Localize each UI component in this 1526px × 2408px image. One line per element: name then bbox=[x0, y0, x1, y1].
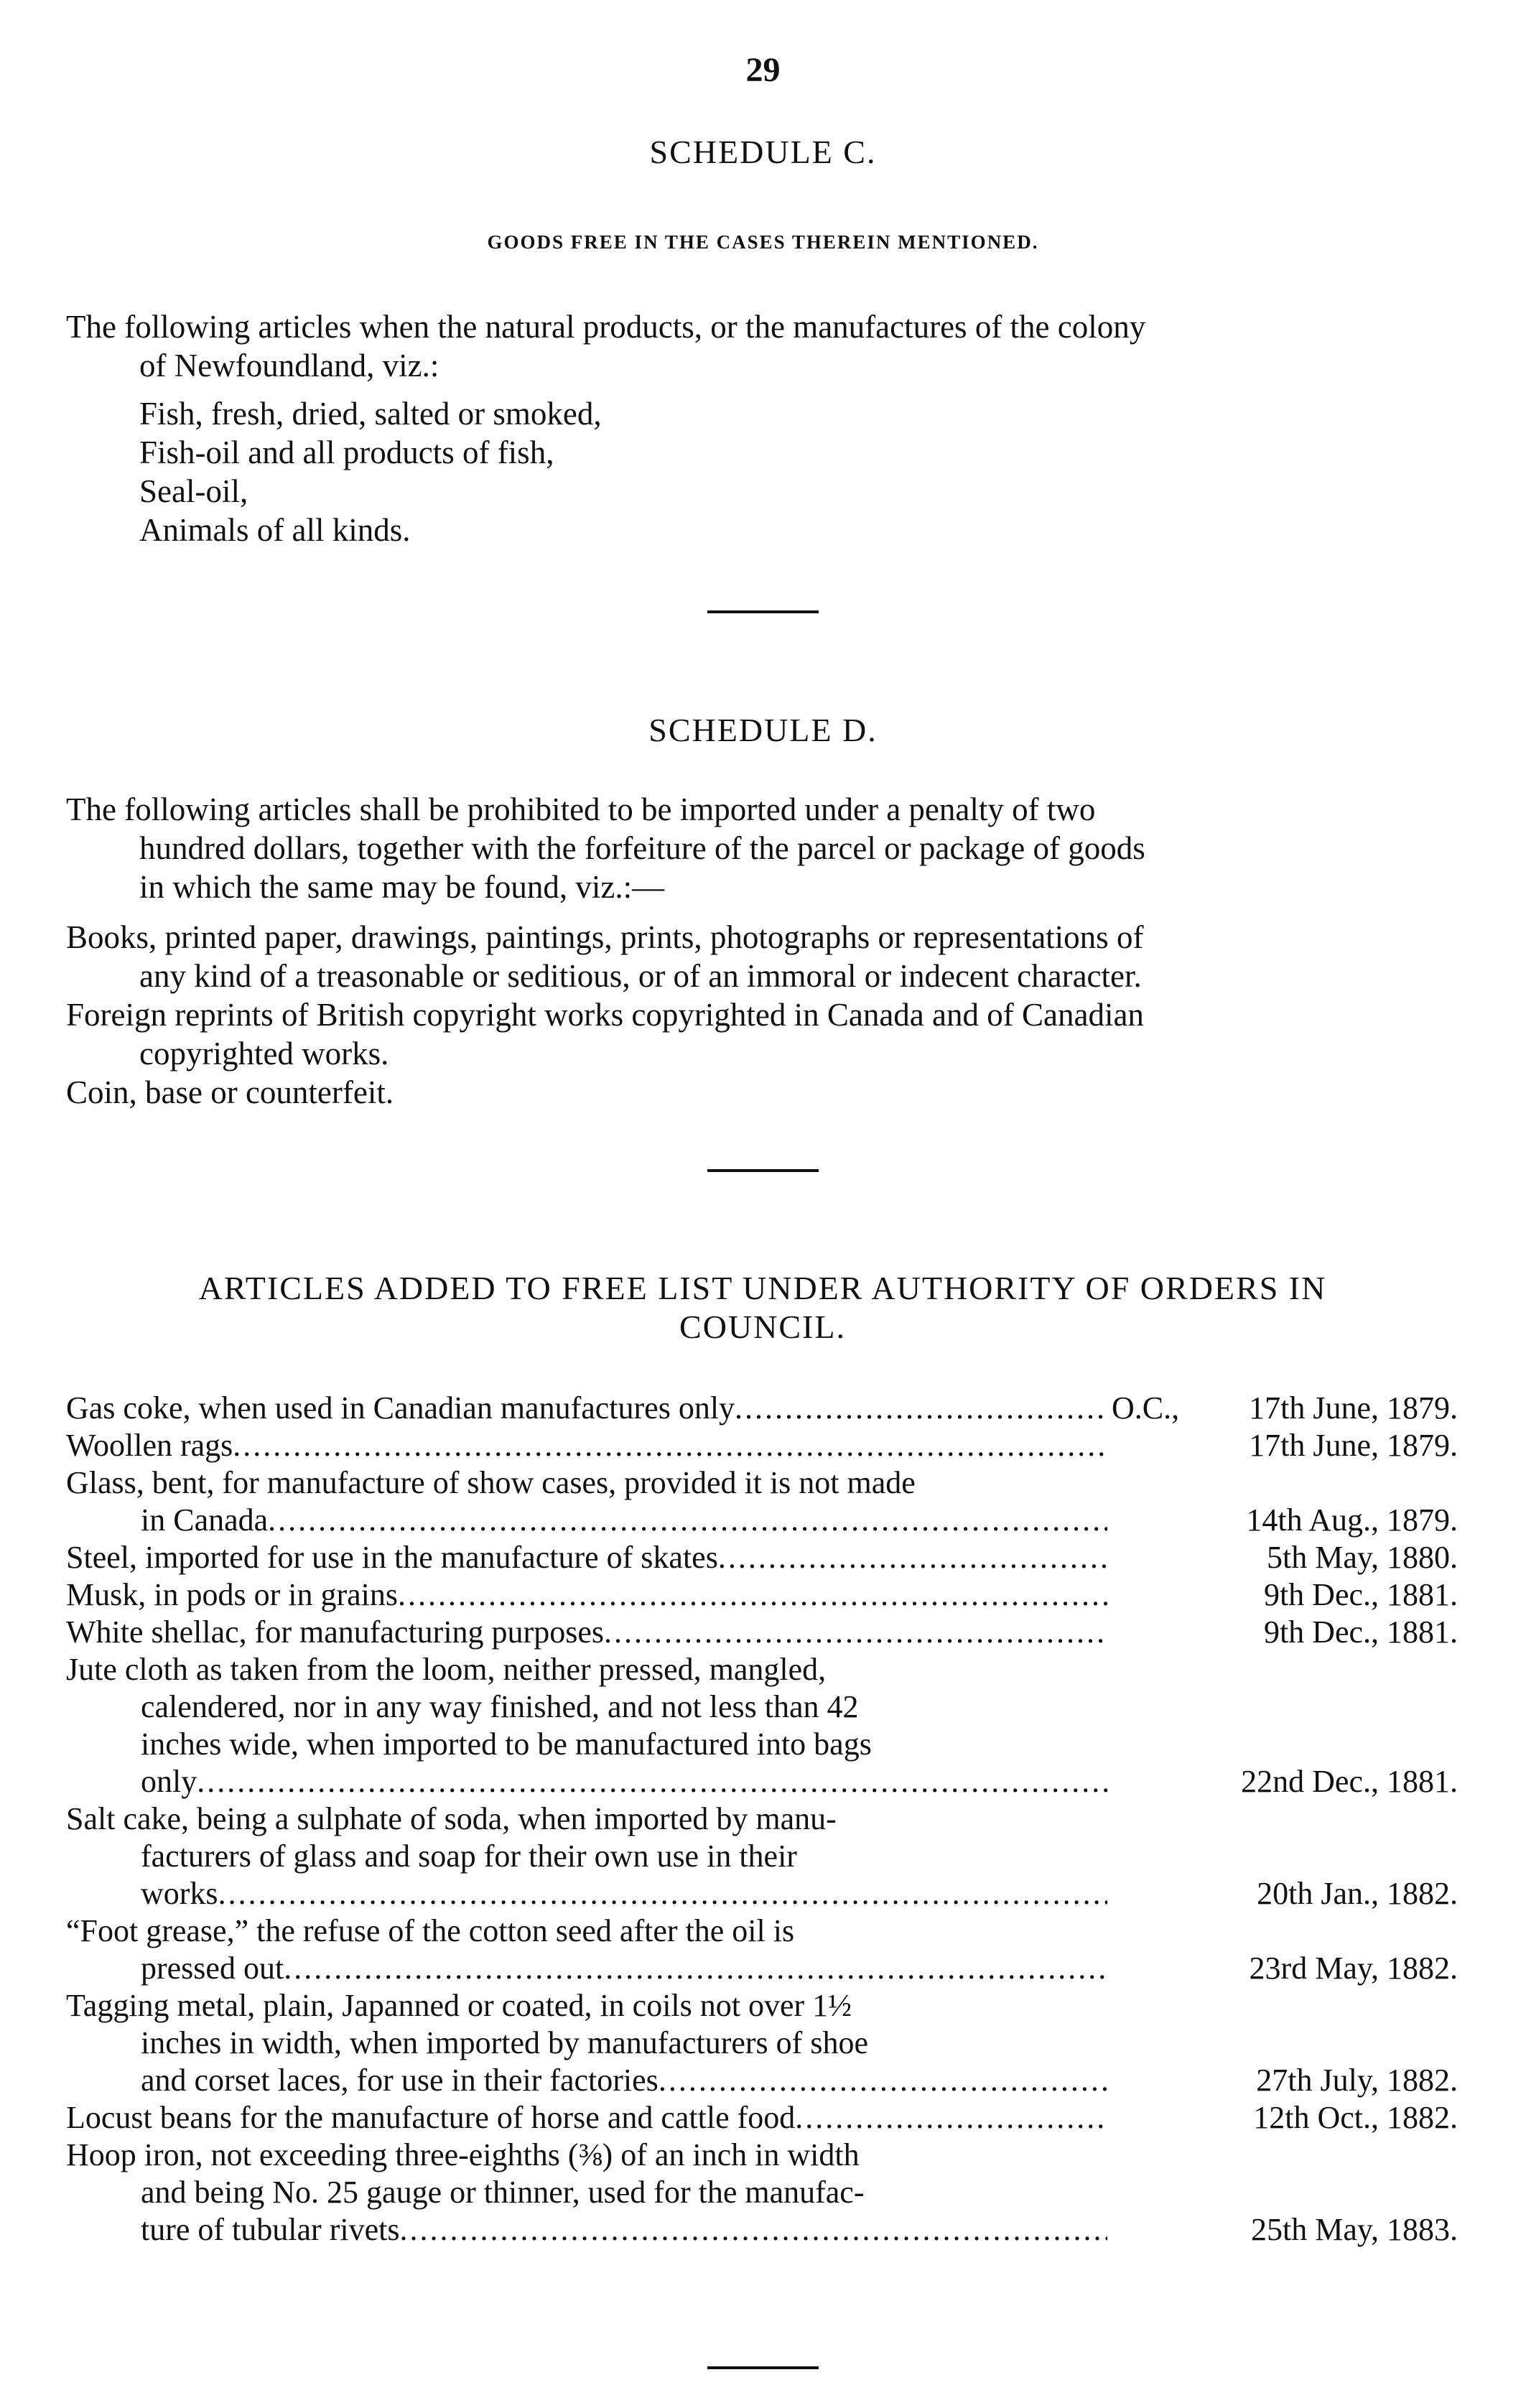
schedule-d-item-cont: copyrighted works. bbox=[139, 1036, 389, 1071]
schedule-c-subheading: GOODS FREE IN THE CASES THEREIN MENTIONED. bbox=[487, 231, 1039, 253]
section-divider bbox=[707, 610, 819, 613]
free-list-entry-date: 27th July, 1882. bbox=[1256, 2063, 1458, 2098]
schedule-c-item: Fish-oil and all products of fish, bbox=[139, 434, 554, 470]
order-in-council-prefix: O.C., bbox=[1112, 1390, 1180, 1426]
free-list-entry-line: Hoop iron, not exceeding three-eighths (⅜) of an inch in width bbox=[66, 2137, 860, 2172]
free-list-entry-line: Glass, bent, for manufacture of show cases, provided it is not made bbox=[66, 1465, 916, 1500]
free-list-entry-date: 14th Aug., 1879. bbox=[1246, 1502, 1458, 1538]
free-list-entry-date: 20th Jan., 1882. bbox=[1257, 1876, 1458, 1911]
free-list-entry-date: 17th June, 1879. bbox=[1249, 1390, 1458, 1426]
section-divider bbox=[707, 2366, 819, 2369]
dot-leader bbox=[399, 2211, 1107, 2249]
free-list-entry-text: Locust beans for the manufacture of horse and cattle food bbox=[66, 2100, 796, 2135]
schedule-d-item: Foreign reprints of British copyright works copyrighted in Canada and of Canadian bbox=[66, 997, 1144, 1033]
schedule-c-heading: SCHEDULE C. bbox=[649, 134, 877, 170]
free-list-entry-text: works bbox=[141, 1876, 218, 1911]
free-list-entry-line bbox=[66, 1763, 1107, 1800]
free-list-entry-date: 25th May, 1883. bbox=[1250, 2212, 1458, 2247]
schedule-d-intro-line: hundred dollars, together with the forfeiture of the parcel or package of goods bbox=[139, 830, 1145, 866]
schedule-c-item: Seal-oil, bbox=[139, 473, 248, 509]
free-list-entry bbox=[66, 1464, 1107, 1539]
free-list-entry-line bbox=[66, 1875, 1107, 1912]
dot-leader bbox=[268, 1502, 1107, 1539]
free-list-entry-date: 17th June, 1879. bbox=[1249, 1428, 1458, 1463]
schedule-d-item-cont: any kind of a treasonable or seditious, or of an immoral or indecent character. bbox=[139, 958, 1142, 994]
free-list-entry bbox=[66, 1539, 1107, 1576]
dot-leader bbox=[735, 1390, 1107, 1427]
free-list-entry-text: Musk, in pods or in grains bbox=[66, 1577, 398, 1612]
section-divider bbox=[707, 1169, 819, 1172]
dot-leader bbox=[218, 1875, 1107, 1912]
free-list-entry-text: White shellac, for manufacturing purposes bbox=[66, 1614, 604, 1650]
free-list-entry bbox=[66, 1800, 1107, 1912]
free-list-entry-line: “Foot grease,” the refuse of the cotton seed after the oil is bbox=[66, 1913, 795, 1948]
schedule-c-intro-line2: of Newfoundland, viz.: bbox=[139, 348, 439, 383]
free-list-entry-line: Jute cloth as taken from the loom, neither pressed, mangled, bbox=[66, 1652, 827, 1687]
schedule-d-item: Coin, base or counterfeit. bbox=[66, 1074, 394, 1110]
free-list-entry-date: 5th May, 1880. bbox=[1266, 1540, 1458, 1575]
free-list-entry bbox=[66, 1614, 1107, 1651]
free-list-heading-line1: ARTICLES ADDED TO FREE LIST UNDER AUTHORITY OF ORDERS IN bbox=[198, 1270, 1327, 1306]
free-list-entry bbox=[66, 2099, 1107, 2137]
free-list-entry-line: inches in width, when imported by manufacturers of shoe bbox=[141, 2025, 868, 2060]
free-list-entry-line bbox=[66, 2062, 1107, 2099]
free-list-entry-line bbox=[66, 1390, 1107, 1427]
free-list-entry-text: only bbox=[141, 1764, 197, 1799]
free-list-entry-text: Woollen rags bbox=[66, 1428, 233, 1463]
schedule-c-intro-line1: The following articles when the natural products, or the manufactures of the colony bbox=[66, 309, 1146, 345]
free-list-entry-date: 9th Dec., 1881. bbox=[1263, 1577, 1458, 1612]
free-list-entry-line: and being No. 25 gauge or thinner, used for the manufac- bbox=[141, 2175, 865, 2210]
schedule-d-intro-line: in which the same may be found, viz.:— bbox=[139, 869, 665, 905]
dot-leader bbox=[659, 2062, 1107, 2099]
free-list-entry-text: Steel, imported for use in the manufacture of skates bbox=[66, 1540, 718, 1575]
free-list-entry-line bbox=[66, 1576, 1107, 1614]
dot-leader bbox=[197, 1763, 1107, 1800]
free-list-entry-date: 9th Dec., 1881. bbox=[1263, 1614, 1458, 1650]
page-number: 29 bbox=[745, 51, 781, 89]
schedule-c-item: Animals of all kinds. bbox=[139, 512, 411, 548]
free-list-entry-line bbox=[66, 2099, 1107, 2137]
free-list-entry bbox=[66, 1390, 1107, 1427]
free-list-entry-text: and corset laces, for use in their factories bbox=[141, 2063, 659, 2098]
dot-leader bbox=[604, 1614, 1107, 1651]
free-list-entry bbox=[66, 1576, 1107, 1614]
free-list-entry-text: pressed out bbox=[141, 1951, 284, 1986]
free-list-entry-date: 23rd May, 1882. bbox=[1249, 1951, 1458, 1986]
free-list-entry-text: ture of tubular rivets bbox=[141, 2212, 400, 2247]
free-list-entry bbox=[66, 1912, 1107, 1987]
schedule-c-item: Fish, fresh, dried, salted or smoked, bbox=[139, 396, 602, 432]
schedule-d-heading: SCHEDULE D. bbox=[648, 712, 878, 748]
dot-leader bbox=[284, 1950, 1107, 1987]
free-list-entry-line: Salt cake, being a sulphate of soda, when imported by manu- bbox=[66, 1801, 837, 1836]
free-list-entry-line bbox=[66, 1950, 1107, 1987]
free-list-entry-line bbox=[66, 1614, 1107, 1651]
free-list-entry-date: 22nd Dec., 1881. bbox=[1241, 1764, 1458, 1799]
free-list-entry bbox=[66, 1987, 1107, 2099]
free-list-entry bbox=[66, 1427, 1107, 1464]
free-list-entry-line: Tagging metal, plain, Japanned or coated, in coils not over 1½ bbox=[66, 1988, 852, 2023]
free-list-heading-line2: COUNCIL. bbox=[679, 1308, 846, 1345]
dot-leader bbox=[795, 2099, 1107, 2137]
free-list-entry bbox=[66, 2137, 1107, 2249]
dot-leader bbox=[233, 1427, 1107, 1464]
free-list-entry-line bbox=[66, 1539, 1107, 1576]
free-list-entry-line: facturers of glass and soap for their own use in their bbox=[141, 1838, 797, 1874]
free-list-entry-line bbox=[66, 1502, 1107, 1539]
free-list-entry-line: inches wide, when imported to be manufactured into bags bbox=[141, 1726, 872, 1762]
free-list-entry-line bbox=[66, 1427, 1107, 1464]
schedule-d-intro-line: The following articles shall be prohibited to be imported under a penalty of two bbox=[66, 791, 1096, 827]
free-list-entry-line: calendered, nor in any way finished, and not less than 42 bbox=[141, 1689, 859, 1724]
dot-leader bbox=[398, 1576, 1107, 1614]
free-list-entry-text: Gas coke, when used in Canadian manufactures only bbox=[66, 1390, 735, 1426]
dot-leader bbox=[718, 1539, 1107, 1576]
free-list-entry-line bbox=[66, 2211, 1107, 2249]
free-list-entry-text: in Canada bbox=[141, 1502, 269, 1538]
schedule-d-item: Books, printed paper, drawings, paintings, prints, photographs or representations of bbox=[66, 919, 1144, 955]
free-list-entry bbox=[66, 1651, 1107, 1800]
free-list-entry-date: 12th Oct., 1882. bbox=[1253, 2100, 1458, 2135]
